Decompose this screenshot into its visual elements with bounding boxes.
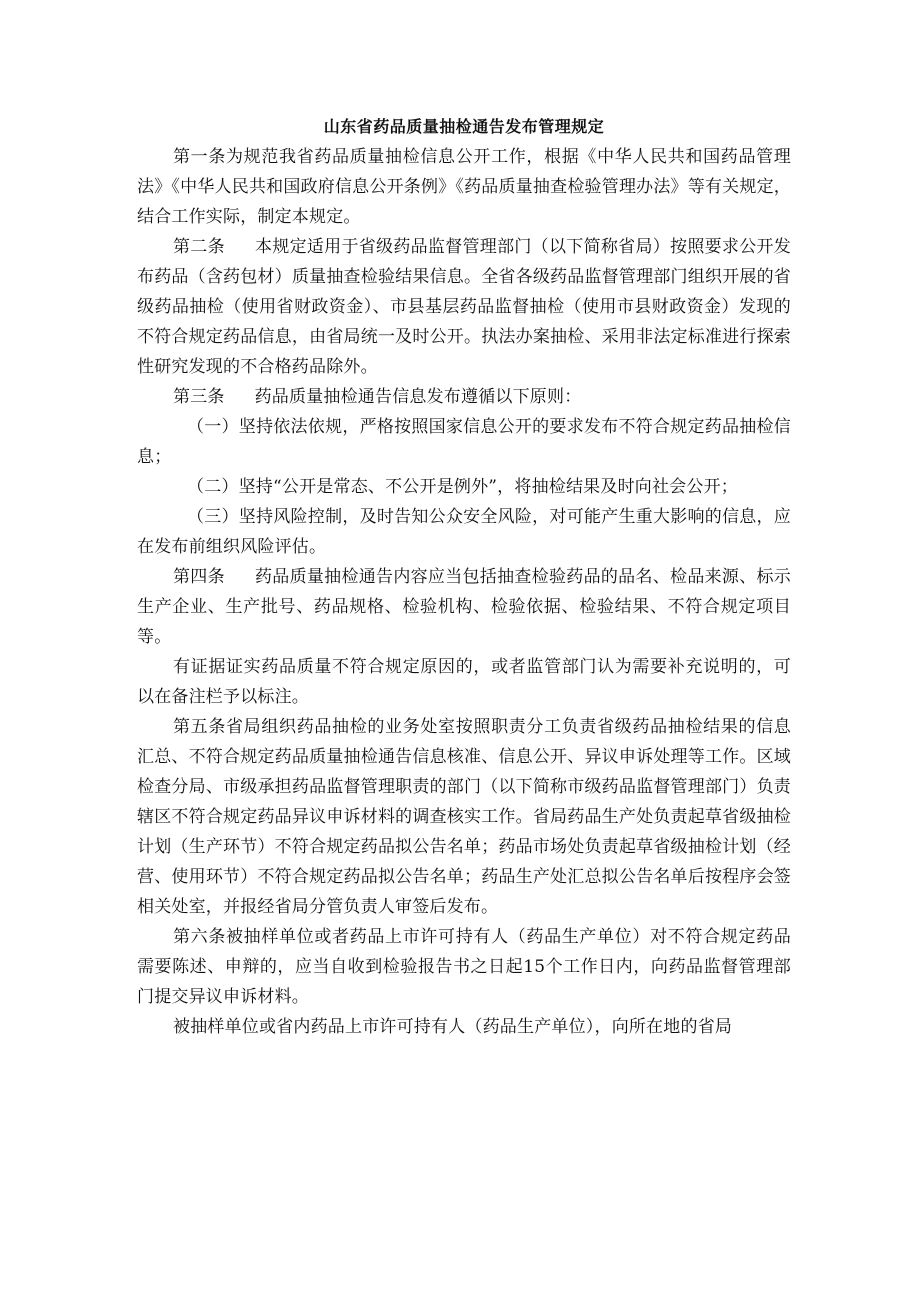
document-page xyxy=(137,112,791,1042)
article-5 xyxy=(137,712,791,922)
article-6 xyxy=(137,922,791,1012)
article-3 xyxy=(137,382,791,412)
article-1-text: 为规范我省药品质量抽检信息公开工作，根据《中华人民共和国药品管理法》《中华人民共和国政府信息公开条例》《药品质量抽查检验管理办法》等有关规定，结合工作实际，制定本规定。 xyxy=(137,147,791,227)
article-5-head: 第五条 xyxy=(173,717,227,737)
article-2-head: 第二条 xyxy=(173,237,225,257)
article-6-text: 被抽样单位或者药品上市许可持有人（药品生产单位）对不符合规定药品需要陈述、申辩的，应当自收到检验报告书之日起15个工作日内，向药品监督管理部门提交异议申诉材料。 xyxy=(137,927,791,1007)
article-2 xyxy=(137,232,791,382)
article-5-text: 省局组织药品抽检的业务处室按照职责分工负责省级药品抽检结果的信息汇总、不符合规定药品质量抽检通告信息核准、信息公开、异议申诉处理等工作。区域检查分局、市级承担药品监督管理职责的部门（以下简称市级药品监督管理部门）负责辖区不符合规定药品异议申诉材料的调查核实工作。省局药品生产处负责起草省级抽检计划（生产环节）不符合规定药品拟公告名单；药品市场处负责起草省级抽检计划（经营、使用环节）不符合规定药品拟公告名单；药品生产处汇总拟公告名单后按程序会签相关处室，并报经省局分管负责人审签后发布。 xyxy=(137,717,791,917)
article-2-text: 本规定适用于省级药品监督管理部门（以下简称省局）按照要求公开发布药品（含药包材）质量抽查检验结果信息。全省各级药品监督管理部门组织开展的省级药品抽检（使用省财政资金）、市县基层药品监督抽检（使用市县财政资金）发现的不符合规定药品信息，由省局统一及时公开。执法办案抽检、采用非法定标准进行探索性研究发现的不合格药品除外。 xyxy=(137,237,791,377)
article-1-head: 第一条 xyxy=(173,147,227,167)
article-4 xyxy=(137,562,791,652)
article-3-head: 第三条 xyxy=(173,387,225,407)
article-6-head: 第六条 xyxy=(173,927,227,947)
article-4-text: 药品质量抽检通告内容应当包括抽查检验药品的品名、检品来源、标示生产企业、生产批号、药品规格、检验机构、检验依据、检验结果、不符合规定项目等。 xyxy=(137,567,791,647)
article-4-note: 有证据证实药品质量不符合规定原因的，或者监管部门认为需要补充说明的，可以在备注栏予以标注。 xyxy=(137,657,791,707)
article-4-head: 第四条 xyxy=(173,567,225,587)
principle-1: （一）坚持依法依规，严格按照国家信息公开的要求发布不符合规定药品抽检信息； xyxy=(137,417,791,467)
article-1 xyxy=(137,142,791,232)
article-6-continued: 被抽样单位或省内药品上市许可持有人（药品生产单位），向所在地的省局 xyxy=(173,1017,733,1037)
principle-2: （二）坚持“公开是常态、不公开是例外”，将抽检结果及时向社会公开； xyxy=(187,477,738,497)
article-3-text: 药品质量抽检通告信息发布遵循以下原则： xyxy=(254,387,582,407)
document-title: 山东省药品质量抽检通告发布管理规定 xyxy=(323,117,605,136)
principle-3: （三）坚持风险控制，及时告知公众安全风险，对可能产生重大影响的信息，应在发布前组织风险评估。 xyxy=(137,507,791,557)
